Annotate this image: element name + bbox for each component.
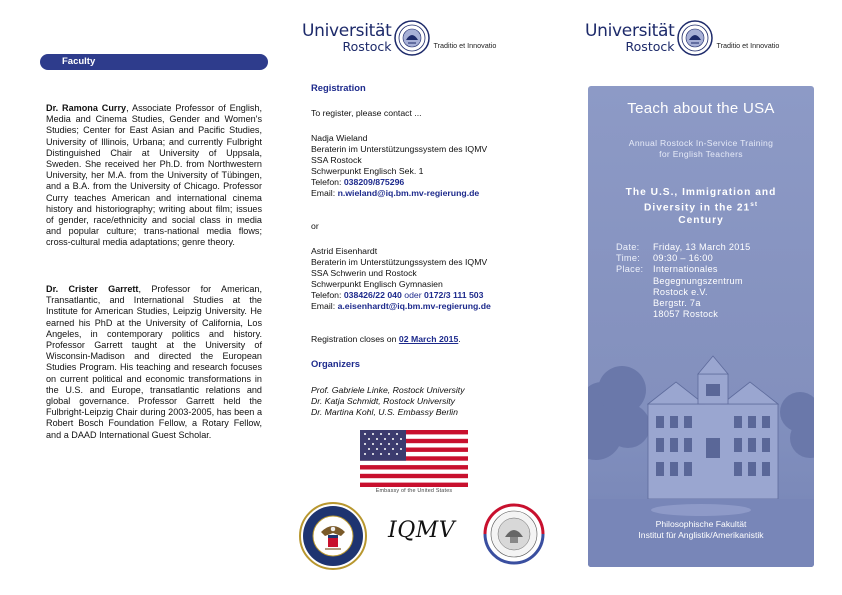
contact-focus: Schwerpunkt Englisch Sek. 1: [311, 166, 424, 176]
contact-email-link[interactable]: a.eisenhardt@iq.bm.mv-regierung.de: [337, 301, 491, 311]
university-seal-icon: [394, 20, 430, 56]
rostock-seal-icon: [483, 503, 545, 565]
time-value: 09:30 – 16:00: [653, 253, 714, 264]
contact-email-line: [311, 301, 551, 312]
bio-ramona-curry: [46, 103, 262, 249]
bio-name: Dr. Ramona Curry: [46, 103, 127, 113]
deadline-date: 02 March 2015: [398, 334, 459, 344]
university-logo: [585, 20, 779, 56]
address-line: Bergstr. 7a: [653, 298, 701, 309]
cover-title: Teach about the USA: [627, 100, 775, 117]
registration-deadline: [311, 334, 551, 345]
contact-eisenhardt: [311, 246, 551, 312]
address-line: 18057 Rostock: [653, 309, 719, 320]
organizer-item: Dr. Katja Schmidt, Rostock University: [311, 396, 456, 406]
cover-card: [588, 86, 814, 567]
place-value: Internationales: [653, 264, 718, 275]
phone-label: Telefon:: [311, 177, 344, 187]
organizers-heading: Organizers: [311, 358, 360, 369]
contact-name: Nadja Wieland: [311, 133, 368, 143]
faculty-line: Philosophische Fakultät: [655, 519, 747, 529]
event-place: [616, 264, 806, 275]
bio-text: , Associate Professor of English, Media and Cinema Studies, Gender and Women's Studies; Center for East Asian and Pacific Studies, University of Illinois, Urbana; and currently Fulbright Distinguished Chair at University of Uppsala, Sweden. She received her Ph.D. from Northwestern University, her M.A. from the University of Tübingen, and a B.A. from the University of Chicago. Professor Curry teaches American and international cinema history and historiography; writing about film; issues of gender, race/ethnicity and social class in media and popular culture; trans-national media flows; cross-cultural media adaptations; genre theory.: [46, 103, 262, 248]
cover-subtitle: [588, 138, 814, 160]
contact-name: Astrid Eisenhardt: [311, 246, 378, 256]
email-label: Email:: [311, 301, 338, 311]
event-time: [616, 253, 806, 264]
event-date: [616, 242, 806, 253]
time-label: Time:: [616, 253, 641, 264]
logo-city: Rostock: [625, 39, 675, 54]
bio-text: , Professor for American, Transatlantic, and International Studies at the Institute for American Studies, Leipzig University. He earned his PhD at the University of California, Los Angeles, in contemporary politics and history. Professor Garrett taught at the University of Wisconsin-Madison and directed the European Studies Program. His teaching and research focuses on current political and economic transformations in the U.S. and Europe, transatlantic relations and global governance. Professor Garrett held the Fulbright-Leipzig Chair during 2003-2005, has been a Robert Bosch Foundation Fellow, a Rotary Fellow, and a DAAD International Guest Scholar.: [46, 284, 262, 440]
subtitle-line: Annual Rostock In-Service Training: [628, 138, 774, 148]
theme-text: Diversity in the 21: [644, 202, 751, 214]
theme-line: [600, 199, 802, 215]
logo-motto: Traditio et Innovatio: [716, 40, 780, 50]
phone-label: Telefon:: [311, 290, 344, 300]
cover-theme: [600, 187, 802, 227]
embassy-caption: Embassy of the United States: [375, 488, 453, 494]
address-line: Begegnungszentrum: [653, 275, 743, 286]
contact-org: SSA Schwerin und Rostock: [311, 268, 417, 278]
theme-sup: st: [750, 201, 758, 209]
organizers-list: [311, 385, 551, 418]
logo-motto: Traditio et Innovatio: [433, 40, 497, 50]
contact-email-line: [311, 188, 551, 199]
subtitle-line: for English Teachers: [659, 149, 743, 159]
faculty-panel: [0, 0, 280, 595]
theme-line: Century: [678, 214, 724, 226]
iqmv-logo: IQMV: [388, 518, 456, 543]
logo-university: Universität: [585, 21, 675, 41]
registration-panel: [280, 0, 561, 595]
deadline-prefix: Registration closes on: [311, 334, 399, 344]
email-label: Email:: [311, 188, 338, 198]
bio-crister-garrett: [46, 284, 262, 441]
contact-email-link[interactable]: n.wieland@iq.bm.mv-regierung.de: [337, 188, 480, 198]
contact-phone[interactable]: 038426/22 040: [343, 290, 402, 300]
university-logo: [302, 20, 496, 56]
registration-intro: To register, please contact ...: [311, 108, 422, 118]
cover-panel: [561, 0, 842, 595]
contact-phone-line: [311, 290, 551, 301]
bio-name: Dr. Crister Garrett: [46, 284, 139, 294]
us-flag-icon: [360, 430, 468, 487]
contact-phone-line: [311, 177, 551, 188]
faculty-heading: Faculty: [40, 54, 268, 70]
contact-role: Beraterin im Unterstützungssystem des IQMV: [311, 144, 488, 154]
university-seal-icon: [677, 20, 713, 56]
date-label: Date:: [616, 242, 640, 252]
contact-separator: or: [311, 221, 319, 231]
place-label: Place:: [616, 264, 644, 275]
cover-faculty: [588, 519, 814, 541]
date-value: Friday, 13 March 2015: [653, 242, 751, 252]
organizer-item: Prof. Gabriele Linke, Rostock University: [311, 385, 465, 395]
contact-org: SSA Rostock: [311, 155, 362, 165]
organizer-item: Dr. Martina Kohl, U.S. Embassy Berlin: [311, 407, 458, 417]
contact-wieland: [311, 133, 551, 199]
deadline-suffix: .: [458, 334, 461, 344]
registration-heading: Registration: [311, 82, 366, 93]
contact-role: Beraterin im Unterstützungssystem des IQMV: [311, 257, 488, 267]
institute-line: Institut für Anglistik/Amerikanistik: [638, 530, 764, 540]
contact-focus: Schwerpunkt Englisch Gymnasien: [311, 279, 443, 289]
logo-university: Universität: [302, 21, 392, 41]
contact-mobile[interactable]: 0172/3 111 503: [424, 290, 484, 300]
event-details: [616, 242, 806, 320]
phone-or: oder: [401, 290, 425, 300]
contact-phone[interactable]: 038209/875296: [343, 177, 405, 187]
logo-city: Rostock: [342, 39, 392, 54]
theme-line: The U.S., Immigration and: [625, 187, 777, 198]
embassy-seal-icon: [299, 502, 367, 570]
address-line: Rostock e.V.: [653, 286, 708, 297]
